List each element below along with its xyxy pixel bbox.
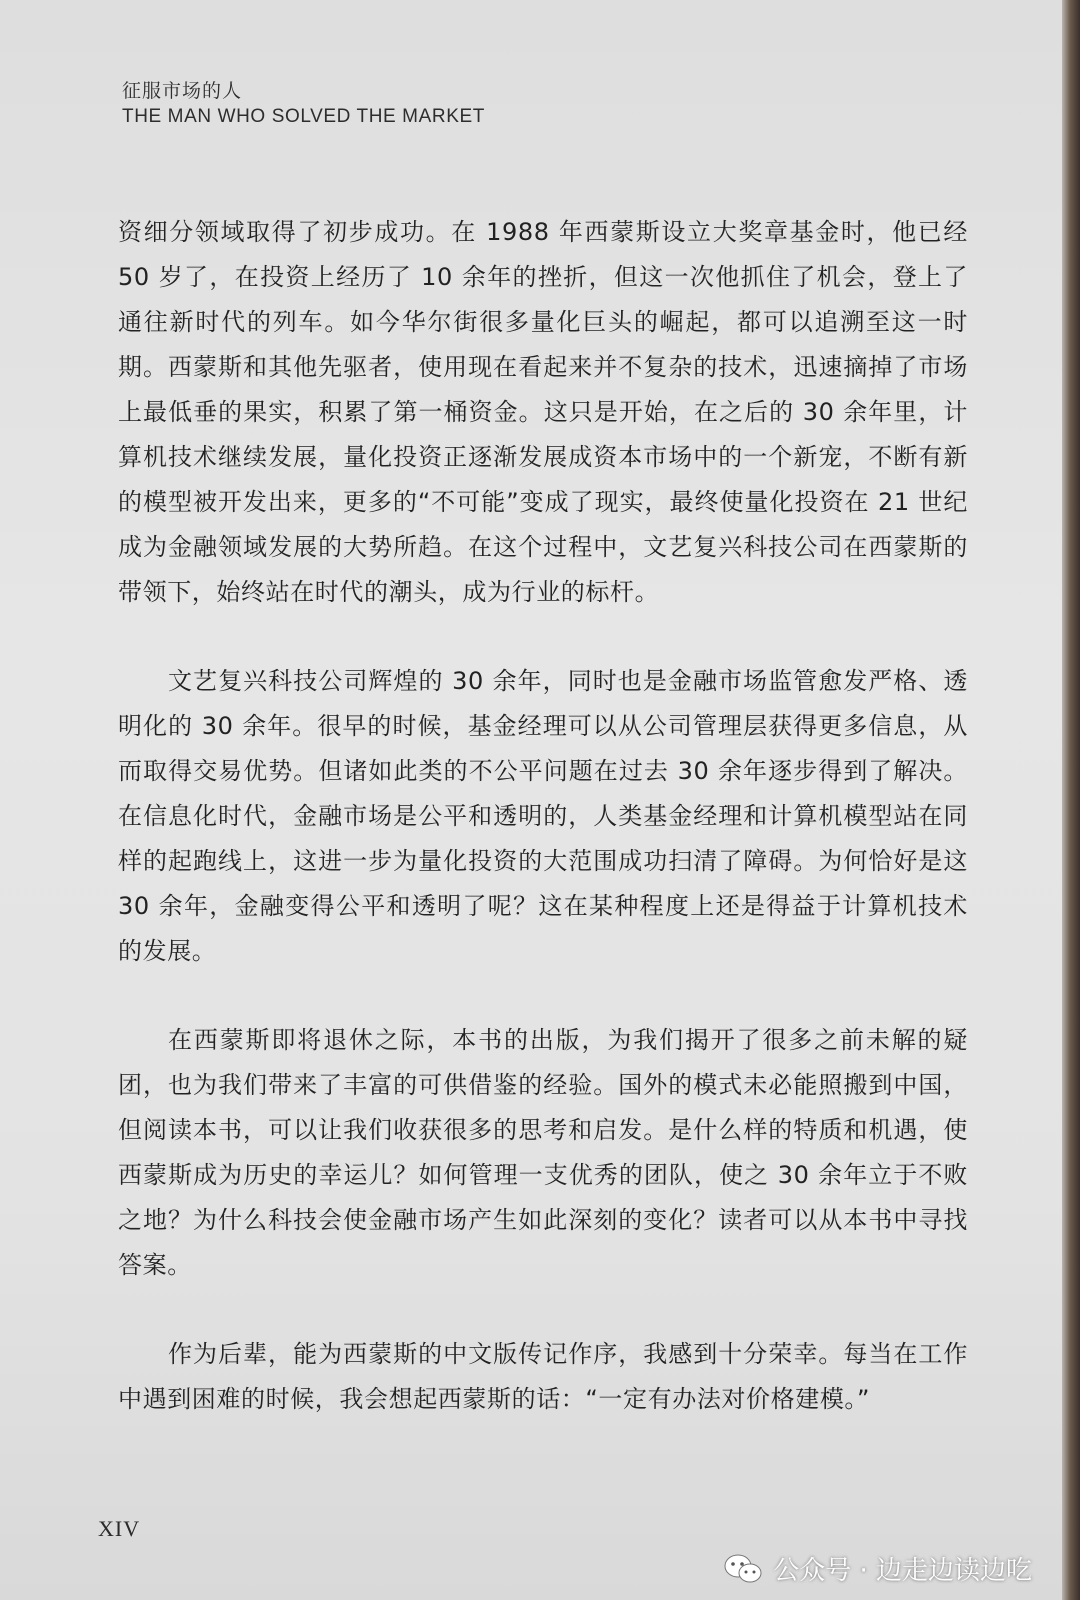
running-head-chinese-title: 征服市场的人 xyxy=(122,80,243,102)
page-edge-shadow xyxy=(1062,0,1080,1600)
running-head-english-title: THE MAN WHO SOLVED THE MARKET xyxy=(122,106,485,127)
paragraph-3: 在西蒙斯即将退休之际，本书的出版，为我们揭开了很多之前未解的疑团，也为我们带来了丰富的可供借鉴的经验。国外的模式未必能照搬到中国，但阅读本书，可以让我们收获很多的思考和启发。是什么样的特质和机遇，使西蒙斯成为历史的幸运儿？如何管理一支优秀的团队，使之 30 余年立于不败之地？为什么科技会使金融市场产生如此深刻的变化？读者可以从本书中寻找答案。 xyxy=(118,1026,968,1279)
paragraph-4: 作为后辈，能为西蒙斯的中文版传记作序，我感到十分荣幸。每当在工作中遇到困难的时候，我会想起西蒙斯的话：“一定有办法对价格建模。” xyxy=(118,1340,968,1413)
paragraph-2: 文艺复兴科技公司辉煌的 30 余年，同时也是金融市场监管愈发严格、透明化的 30 余年。很早的时候，基金经理可以从公司管理层获得更多信息，从而取得交易优势。但诸如此类的不公平问题在过去 30 余年逐步得到了解决。在信息化时代，金融市场是公平和透明的，人类基金经理和计算机模型站在同样的起跑线上，这进一步为量化投资的大范围成功扫清了障碍。为何恰好是这 30 余年，金融变得公平和透明了呢？这在某种程度上还是得益于计算机技术的发展。 xyxy=(118,667,968,965)
watermark-text: 公众号 · 边走边读边吃 xyxy=(773,1556,1032,1586)
paragraph-1: 资细分领域取得了初步成功。在 1988 年西蒙斯设立大奖章基金时，他已经 50 岁了，在投资上经历了 10 余年的挫折，但这一次他抓住了机会，登上了通往新时代的列车。如今华尔街很多量化巨头的崛起，都可以追溯至这一时期。西蒙斯和其他先驱者，使用现在看起来并不复杂的技术，迅速摘掉了市场上最低垂的果实，积累了第一桶资金。这只是开始，在之后的 30 余年里，计算机技术继续发展，量化投资正逐渐发展成资本市场中的一个新宠，不断有新的模型被开发出来，更多的“不可能”变成了现实，最终使量化投资在 21 世纪成为金融领域发展的大势所趋。在这个过程中，文艺复兴科技公司在西蒙斯的带领下，始终站在时代的潮头，成为行业的标杆。 xyxy=(118,218,968,606)
body-text xyxy=(118,210,968,1422)
wechat-icon xyxy=(723,1553,763,1585)
page-number: XIV xyxy=(98,1516,141,1541)
watermark xyxy=(723,1550,1032,1587)
